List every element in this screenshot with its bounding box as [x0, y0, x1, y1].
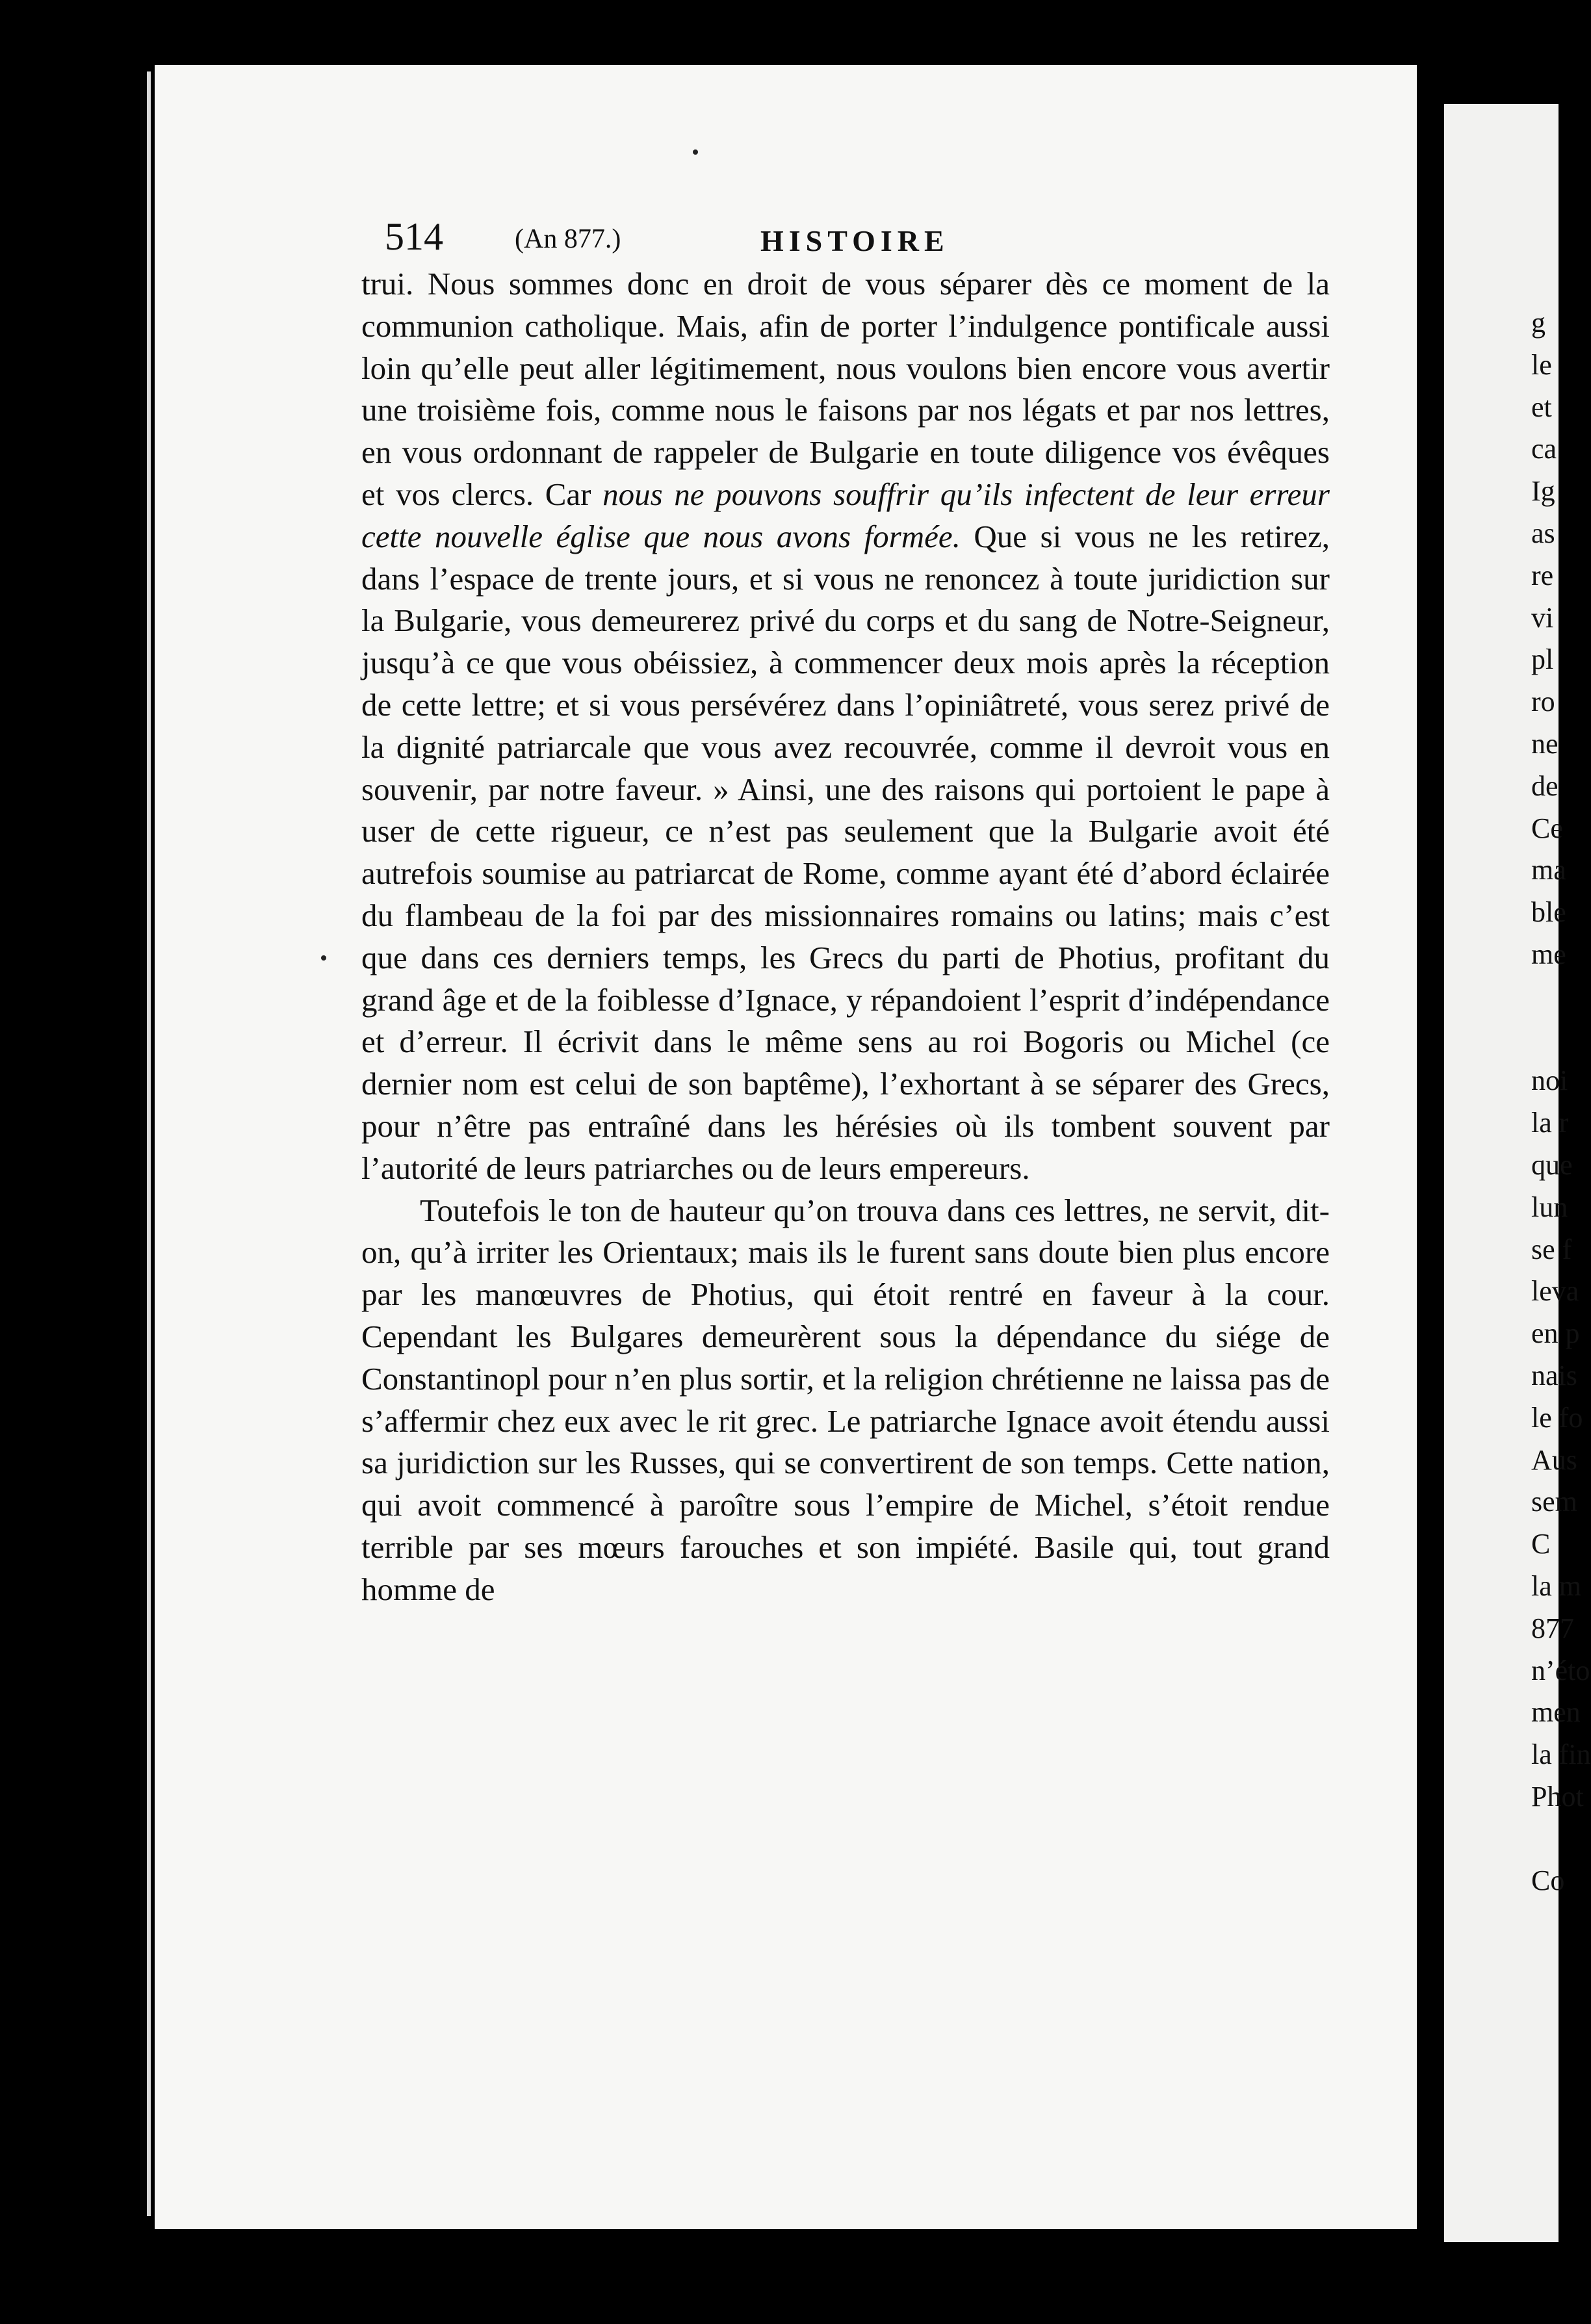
facing-page-fragment: la fin [1531, 1738, 1591, 1771]
facing-page-fragment: pl [1531, 643, 1554, 676]
facing-page-fragment: Phot [1531, 1780, 1584, 1813]
facing-page-fragment: men [1531, 1696, 1581, 1729]
facing-page-fragment [1527, 1018, 1559, 1061]
facing-page-fragment: la m [1531, 1569, 1581, 1602]
facing-page-fragment: leva [1531, 1275, 1579, 1308]
facing-page-fragment: vi [1531, 601, 1554, 634]
facing-page-fragment: se f [1531, 1233, 1572, 1265]
year-marker: (An 877.) [515, 224, 621, 254]
facing-page-fragment: et [1531, 391, 1552, 423]
facing-page-fragment: Ce [1531, 812, 1563, 844]
facing-page-fragment: ro [1531, 686, 1555, 718]
facing-page-fragment: ne [1531, 727, 1559, 760]
page-number: 514 [385, 215, 443, 258]
facing-page-fragment [1527, 976, 1559, 1018]
facing-page-fragment: nais [1531, 1359, 1577, 1391]
scan-speck [321, 955, 326, 961]
body-text [361, 263, 1330, 1611]
italic-quotation: nous ne pouvons souffrir qu’ils infectent de leur erreur cette nouvelle église que nous avons formée. [361, 476, 1330, 554]
facing-page-fragment: que [1531, 1148, 1573, 1181]
facing-page-fragment: n’éto [1531, 1654, 1590, 1686]
facing-page-fragment: lun [1531, 1191, 1568, 1223]
paragraph-1-continuation: Que si vous ne les retirez, dans l’espace de trente jours, et si vous ne renoncez à toute juridiction sur la Bulgarie, vous demeurerez privé du corps et du sang de Notre-Seigneur, jusqu’à ce que vous obéissiez, à commencer deux mois après la réception de cette lettre; et si vous persévérez dans l’opiniâtreté, vous serez privé de la dignité patriarcale que vous avez recouvrée, comme il devroit vous en souvenir, par notre faveur. » Ainsi, une des raisons qui portoient le pape à user de cette rigueur, ce n’est pas seulement que la Bulgarie avoit été autrefois soumise au patriarcat de Rome, comme ayant été d’abord éclairée du flambeau de la foi par des missionnaires romains ou latins; mais c’est que dans ces derniers temps, les Grecs du parti de Photius, profitant du grand âge et de la foiblesse d’Ignace, y répandoient l’esprit d’indépendance et d’erreur. Il écrivit dans le même sens au roi Bogoris ou Michel (ce dernier nom est celui de son baptême), l’exhortant à se séparer des Grecs, pour n’être pas entraîné dans les hérésies où ils tombent souvent par l’autorité de leurs patriarches ou de leurs empereurs. [361, 518, 1330, 1186]
facing-page-fragment [1527, 1818, 1559, 1861]
spine-gutter [1417, 65, 1444, 2275]
facing-page-fragment: noi [1531, 1065, 1568, 1097]
facing-page-fragment: 877 [1531, 1612, 1574, 1644]
facing-page-fragment: me [1531, 938, 1566, 970]
facing-page-fragment: de [1531, 769, 1559, 802]
facing-page-fragment: Ig [1531, 475, 1555, 508]
facing-page-fragment: en p [1531, 1317, 1580, 1350]
running-head: HISTOIRE [760, 224, 950, 257]
facing-page-fragment: le [1531, 348, 1552, 381]
facing-page-fragment: re [1531, 559, 1554, 591]
facing-page-fragment: ca [1531, 433, 1557, 465]
facing-page-fragment: C [1531, 1528, 1551, 1560]
facing-page-fragment: sem [1531, 1486, 1577, 1518]
scan-speck [693, 149, 698, 155]
paragraph-1 [361, 263, 1330, 1190]
page-edge [147, 71, 151, 2216]
facing-page-fragment: Aus [1531, 1443, 1577, 1476]
paragraph-1-text: trui. Nous sommes donc en droit de vous séparer dès ce moment de la communion catholique. Mais, afin de porter l’indulgence pontificale aussi loin qu’elle peut aller légitimement, nous voulons bien encore vous avertir une troisième fois, comme nous le faisons par nos légats et par nos lettres, en vous ordonnant de rappeler de Bulgarie en toute diligence vos évêques et vos clercs. Car [361, 266, 1330, 512]
facing-page-fragment: Co [1531, 1865, 1565, 1897]
facing-page-fragment: g [1531, 307, 1546, 339]
facing-page-text-fragments [1527, 302, 1591, 2109]
facing-page-fragment: as [1531, 517, 1555, 549]
facing-page-fragment: ble [1531, 896, 1566, 929]
page-header [385, 214, 1334, 266]
facing-page-fragment: la r [1531, 1107, 1569, 1139]
facing-page-fragment: ma [1531, 854, 1566, 886]
facing-page-fragment: le fo [1531, 1401, 1583, 1434]
paragraph-2: Toutefois le ton de hauteur qu’on trouva dans ces lettres, ne servit, dit-on, qu’à irriter les Orientaux; mais ils le furent sans doute bien plus encore par les manœuvres de Photius, qui étoit rentré en faveur à la cour. Cependant les Bulgares demeurèrent sous la dépendance du siége de Constantinopl pour n’en plus sortir, et la religion chrétienne ne laissa pas de s’affermir chez eux avec le rit grec. Le patriarche Ignace avoit étendu aussi sa juridiction sur les Russes, qui se convertirent de son temps. Cette nation, qui avoit commencé à paroître sous l’empire de Michel, s’étoit rendue terrible par ses mœurs farouches et son impiété. Basile qui, tout grand homme de [361, 1192, 1330, 1607]
